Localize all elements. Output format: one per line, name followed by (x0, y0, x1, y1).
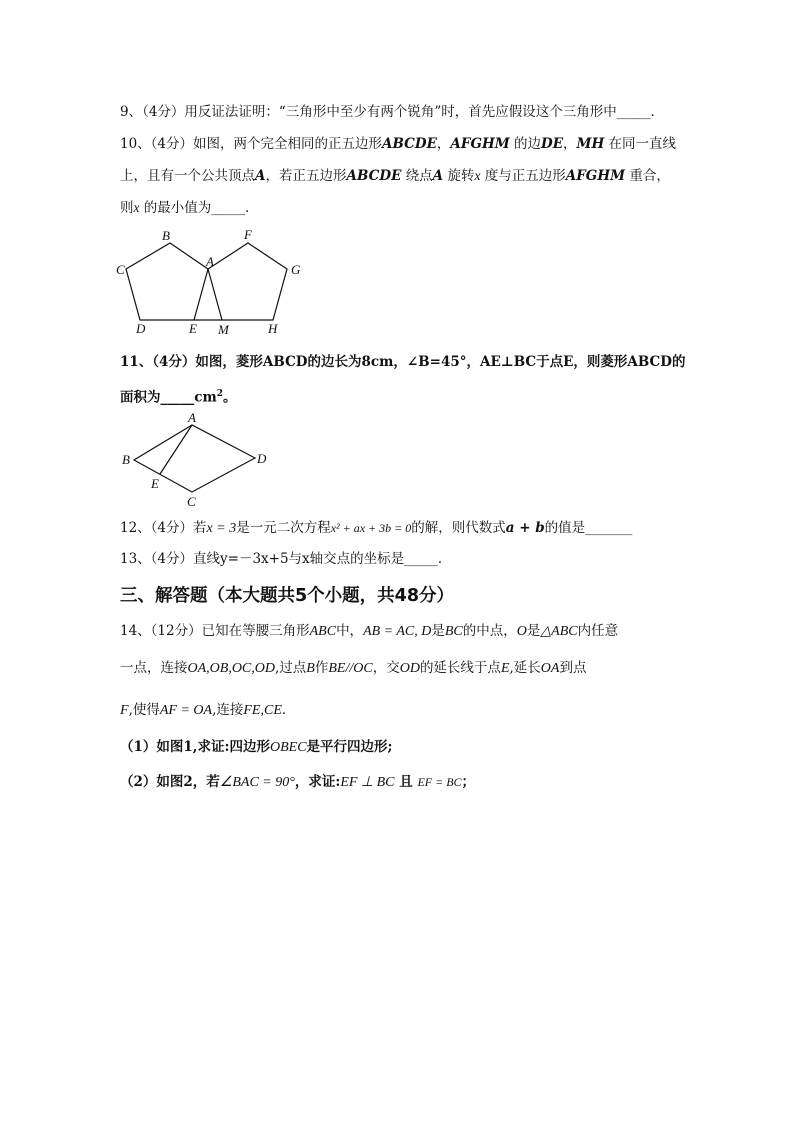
q14-math: F (120, 703, 129, 718)
q10-text: ， (436, 136, 451, 152)
pentagon-afghm (208, 243, 287, 320)
q10-text: 旋转 (443, 168, 475, 184)
q10-text: 度与正五边形 (480, 168, 566, 184)
label-e: E (151, 476, 159, 491)
q14-text: 作 (314, 660, 329, 676)
question-14-line-1 (120, 621, 618, 642)
question-13 (120, 549, 451, 569)
q14-math: FE,CE (243, 703, 282, 718)
q14-text: ； (461, 774, 476, 790)
label-b: B (122, 452, 130, 467)
q14-text: 是 (526, 623, 541, 639)
q11-text: 。 (223, 389, 237, 406)
section-heading: 三、解答题（本大题共5个小题，共48分） (120, 586, 455, 606)
q14-text: 且 (394, 774, 418, 790)
q14-text: ． (281, 702, 296, 718)
q14-text: （2）如图2，若 (120, 774, 220, 790)
question-10-line-1 (120, 134, 676, 154)
q14-text: 的延长线于点 (419, 660, 501, 676)
q14-text: ,连接 (212, 702, 244, 718)
question-9 (120, 102, 664, 122)
q14-text: （1）如图1,求证:四边形 (120, 739, 270, 755)
q14-math: AB = AC, D (363, 624, 432, 639)
q10-variable-x: x (474, 168, 481, 183)
label-c: C (116, 262, 125, 277)
q14-text: 是 (431, 623, 445, 639)
q14-math: BE//OC (328, 661, 373, 676)
q10-text: ，若正五边形 (265, 168, 347, 184)
label-f: F (244, 227, 252, 242)
q14-math: BC (444, 624, 463, 639)
rhombus-figure (115, 410, 275, 510)
pentagon-abcde (126, 243, 208, 320)
q12-math-equation: x² + ax + 3b = 0 (330, 521, 412, 535)
question-10-line-2 (120, 166, 670, 186)
q12-text: 的解，则代数式 (411, 520, 506, 536)
q10-edge-mh: MH (576, 136, 605, 152)
q14-text: ,延长 (509, 660, 541, 676)
label-a: A (206, 254, 214, 269)
question-12 (120, 518, 632, 539)
q11-text: 面积为_____cm (120, 389, 217, 406)
question-14-line-2 (120, 658, 586, 679)
q10-pentagon-2: AFGHM (565, 168, 626, 184)
q14-math: EF = BC (417, 775, 462, 789)
q14-text: 到点 (559, 660, 587, 676)
question-11-line-2 (120, 384, 237, 408)
question-14-line-3 (120, 700, 295, 721)
q14-math: OD (399, 661, 420, 676)
q10-text: 10、（4分）如图，两个完全相同的正五边形 (120, 136, 383, 152)
q10-text: 在同一直线 (604, 136, 677, 152)
q14-math: OBEC (269, 740, 307, 755)
q10-vertex-a: A (255, 168, 266, 184)
question-11-line-1 (120, 352, 686, 372)
q10-edge-de: DE (541, 136, 564, 152)
question-14-part-1 (120, 737, 393, 758)
q14-text: 一点，连接 (120, 660, 188, 676)
q14-math: ∠BAC = 90° (219, 775, 295, 790)
q12-math-x-equals-3: x = 3 (206, 521, 237, 536)
q14-text: ,使得 (128, 702, 160, 718)
q14-math: E (500, 661, 510, 676)
q14-math: △ABC (540, 624, 578, 639)
q14-math: AF = OA (159, 703, 213, 718)
q14-text: 的中点， (462, 623, 517, 639)
q14-text: 内任意 (577, 623, 619, 639)
q10-text: 的最小值为_____． (139, 200, 259, 216)
q12-text: 的值是_______ (544, 520, 633, 536)
q12-text: 12、（4分）若 (120, 520, 207, 536)
question-10-line-3 (120, 198, 259, 218)
q14-text: 是平行四边形; (306, 739, 393, 755)
q12-text: 是一元二次方程 (236, 520, 331, 536)
q14-math: OA,OB,OC,OD (187, 661, 275, 676)
q14-math: ABC (309, 624, 337, 639)
q11-unit-exponent: 2 (216, 389, 224, 399)
question-14-part-2 (120, 772, 475, 793)
label-d: D (257, 451, 267, 466)
label-g: G (291, 262, 301, 277)
q12-math-a-plus-b: a + b (505, 520, 545, 536)
q10-text: 绕点 (401, 168, 433, 184)
q10-text: 则 (120, 200, 134, 216)
altitude-ae (160, 425, 192, 474)
label-e: E (189, 321, 197, 336)
pentagons-figure (110, 225, 310, 340)
q10-variable-x: x (133, 200, 140, 215)
q13-text: 13、（4分）直线y=－3x+5与x轴交点的坐标是_____． (120, 551, 452, 567)
q14-text: ,过点 (275, 660, 307, 676)
label-b: B (162, 228, 170, 243)
q14-text: ，交 (372, 660, 400, 676)
q14-text: 中， (336, 623, 364, 639)
q11-text: 11、（4分）如图，菱形ABCD的边长为8cm，∠B=45°，AE⊥BC于点E，则菱形ABCD的 (120, 354, 686, 370)
question-9-text: 9、（4分）用反证法证明：“三角形中至少有两个锐角”时，首先应假设这个三角形中_____． (120, 104, 664, 120)
label-d: D (136, 321, 146, 336)
q10-text: 重合， (625, 168, 670, 184)
label-a: A (188, 410, 196, 425)
q10-vertex-a: A (432, 168, 444, 184)
q14-math: OA (540, 661, 560, 676)
q14-math: B (306, 661, 315, 676)
q10-text: 的边 (509, 136, 542, 152)
q10-pentagon-1: ABCDE (382, 136, 437, 152)
label-c: C (187, 494, 196, 509)
q14-math: O (516, 624, 527, 639)
q10-text: ， (563, 136, 577, 152)
q10-text: 上，且有一个公共顶点 (120, 168, 255, 184)
q10-pentagon-2: AFGHM (450, 136, 510, 152)
q10-pentagon-1: ABCDE (346, 168, 402, 184)
q14-math: EF ⊥ BC (340, 775, 395, 790)
q14-text: 14、（12分）已知在等腰三角形 (120, 623, 310, 639)
label-h: H (268, 321, 278, 336)
q14-text: ，求证: (294, 774, 341, 790)
label-m: M (218, 322, 229, 337)
